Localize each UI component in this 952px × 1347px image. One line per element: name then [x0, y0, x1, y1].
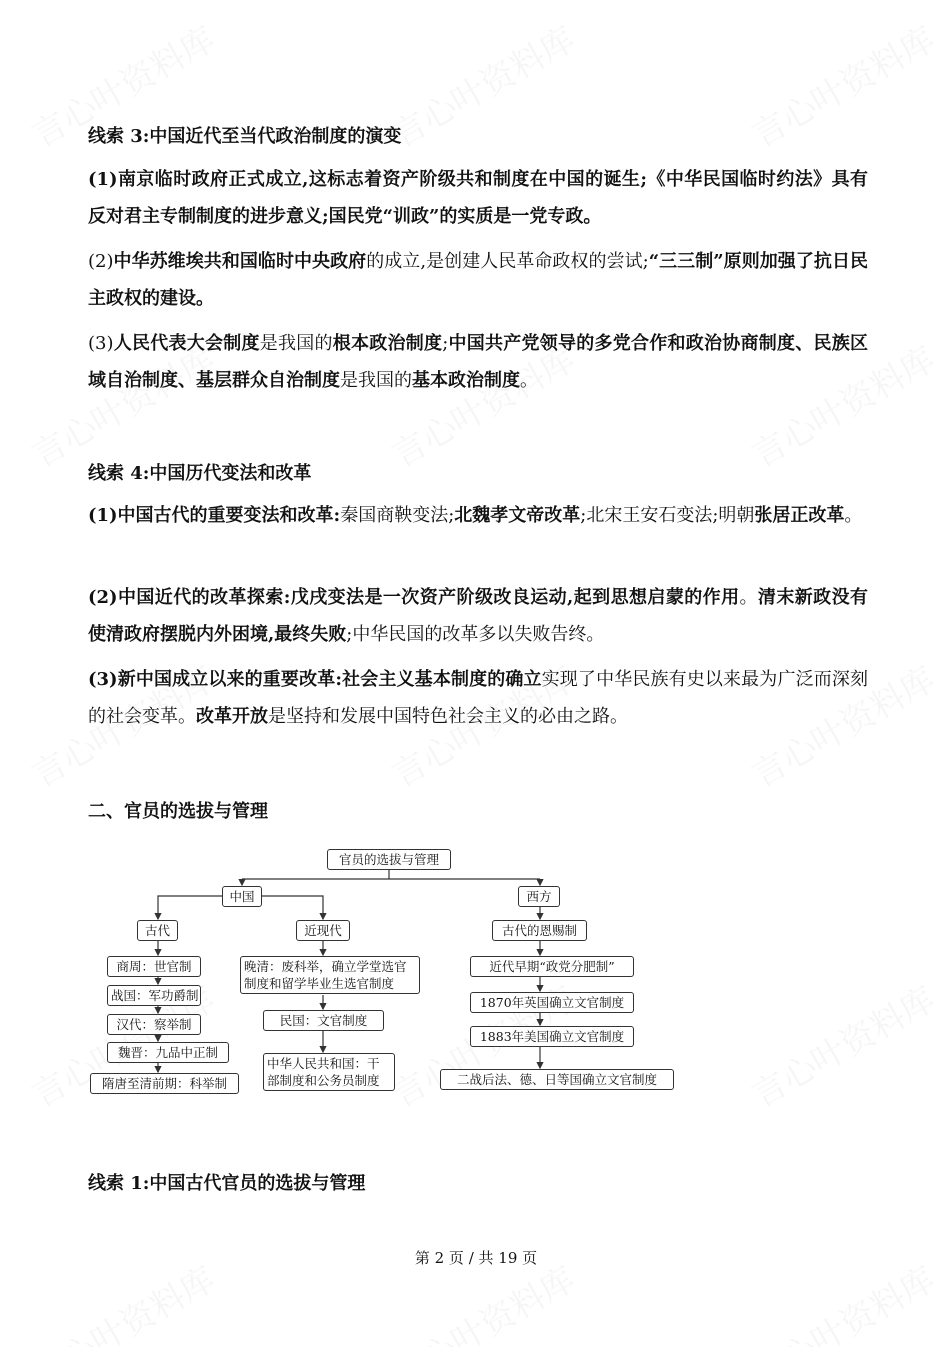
- text-segment: 。: [520, 370, 538, 391]
- bold-text-segment: 人民代表大会制度: [113, 333, 260, 354]
- node-modern-item: 民国：文官制度: [263, 1010, 384, 1031]
- bold-text-segment: (3)新中国成立以来的重要改革:社会主义基本制度的确立: [88, 669, 542, 690]
- bold-text-segment: 基本政治制度: [412, 370, 520, 391]
- text-segment: (3): [88, 333, 114, 354]
- bold-text-segment: 中国共产党领导的多党合作和政治协商制度、民族区域自治制度、基层群众自治制度: [88, 333, 869, 391]
- node-ancient-item: 商周：世官制: [107, 956, 201, 977]
- node-ancient-item: 战国：军功爵制: [107, 985, 201, 1006]
- node-ancient-item: 魏晋：九品中正制: [107, 1042, 229, 1063]
- node-china: 中国: [222, 886, 262, 907]
- bold-text-segment: 张居正改革: [754, 505, 845, 526]
- text-segment: ;: [442, 333, 449, 354]
- node-ancient-item: 隋唐至清前期：科举制: [90, 1073, 239, 1094]
- text-segment: ;中华民国的改革多以失败告终。: [346, 624, 605, 645]
- heading-section-2: 二、官员的选拔与管理: [88, 801, 268, 822]
- bold-text-segment: 北魏孝文帝改革: [454, 505, 581, 526]
- node-west-item: 1883年美国确立文官制度: [470, 1026, 634, 1047]
- bold-text-segment: “三三制”原则加强了抗日民主政权的建设。: [88, 251, 868, 309]
- text-segment: 。: [844, 505, 863, 526]
- node-root: 官员的选拔与管理: [327, 849, 451, 870]
- node-west: 西方: [518, 886, 560, 907]
- bold-text-segment: 根本政治制度: [332, 333, 443, 354]
- bold-text-segment: (1)中国古代的重要变法和改革:: [88, 505, 341, 526]
- heading-clue-3: 线索 3:中国近代至当代政治制度的演变: [88, 126, 402, 147]
- node-west-ancient: 古代的恩赐制: [492, 920, 587, 941]
- text-segment: 。: [739, 587, 758, 608]
- node-west-item: 1870年英国确立文官制度: [470, 992, 634, 1013]
- bold-text-segment: 清末新政没有使清政府摆脱内外困境,最终失败: [88, 587, 869, 645]
- text-segment: 是我国的: [340, 370, 412, 391]
- text-segment: 的成立,是创建人民革命政权的尝试;: [366, 251, 649, 272]
- bold-text-segment: 中华苏维埃共和国临时中央政府: [113, 251, 367, 272]
- node-modern: 近现代: [296, 920, 350, 941]
- bold-text-segment: (2)中国近代的改革探索:戊戌变法是一次资产阶级改良运动,起到思想启蒙的作用: [88, 587, 740, 608]
- text-segment: ;北宋王安石变法;明朝: [580, 505, 755, 526]
- text-segment: 是坚持和发展中国特色社会主义的必由之路。: [268, 706, 628, 727]
- node-modern-item: 晚清：废科举，确立学堂选官制度和留学毕业生选官制度: [240, 956, 420, 994]
- heading-clue-4: 线索 4:中国历代变法和改革: [88, 463, 312, 484]
- page-footer: 第 2 页 / 共 19 页: [414, 1249, 538, 1267]
- node-ancient: 古代: [137, 920, 178, 941]
- text-segment: 实现了中华民族有史以来最为广泛而深刻的社会变革。: [88, 669, 869, 727]
- heading-clue-1: 线索 1:中国古代官员的选拔与管理: [88, 1173, 366, 1194]
- node-modern-item: 中华人民共和国：干部制度和公务员制度: [263, 1053, 395, 1091]
- node-west-item: 近代早期“政党分肥制”: [470, 956, 634, 977]
- node-west-item: 二战后法、德、日等国确立文官制度: [440, 1069, 674, 1090]
- text-segment: 秦国商鞅变法;: [340, 505, 455, 526]
- bold-text-segment: 改革开放: [196, 706, 268, 727]
- node-ancient-item: 汉代：察举制: [107, 1014, 201, 1035]
- bold-text-segment: (1)南京临时政府正式成立,这标志着资产阶级共和制度在中国的诞生;《中华民国临时约法》具有反对君主专制制度的进步意义;国民党“训政”的实质是一党专政。: [88, 169, 868, 227]
- text-segment: 是我国的: [259, 333, 333, 354]
- text-segment: (2): [88, 251, 114, 272]
